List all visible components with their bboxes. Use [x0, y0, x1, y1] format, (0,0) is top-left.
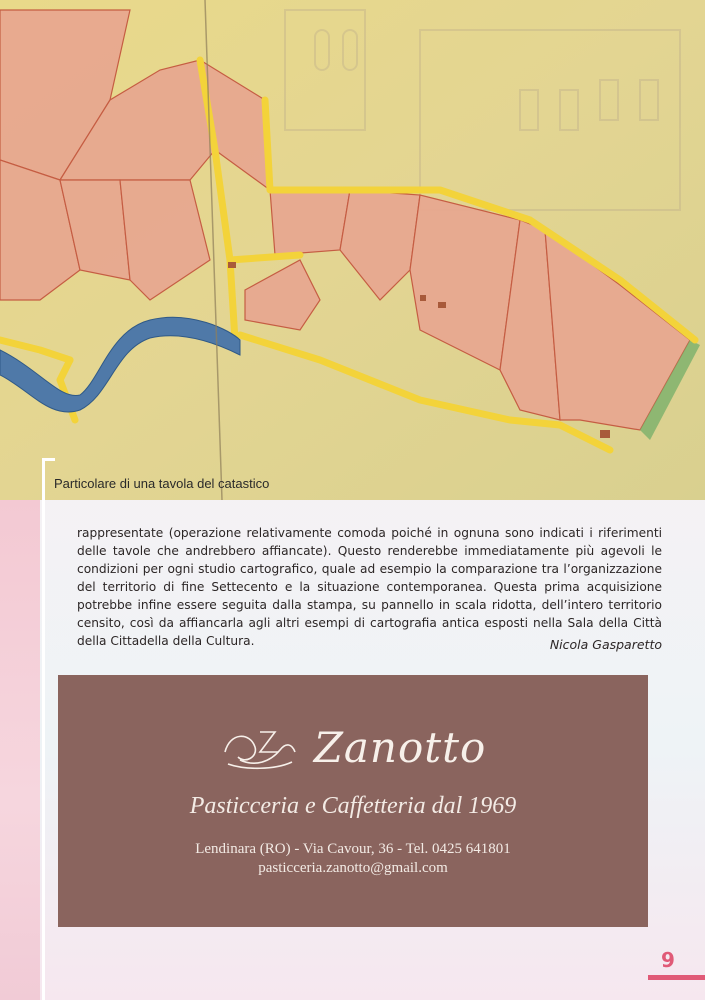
image-caption: Particolare di una tavola del catastico	[54, 476, 270, 491]
advertisement-zanotto	[58, 675, 648, 927]
article-author: Nicola Gasparetto	[549, 637, 662, 652]
page-number-bar	[648, 975, 705, 980]
ad-brand-name: Zanotto	[313, 722, 487, 772]
monogram-icon	[220, 722, 300, 772]
ad-tagline: Pasticceria e Caffetteria dal 1969	[189, 793, 517, 819]
ad-logo	[58, 717, 648, 777]
caption-rule	[42, 500, 45, 1000]
left-decorative-bar	[0, 500, 40, 1000]
page-number: 9	[661, 948, 675, 972]
article-body-text: rappresentate (operazione relativamente comoda poiché in ognuna sono indicati i riferimenti delle tavole che andrebbero affiancate). Questo renderebbe immediatamente più agevoli le condizioni per ogni studio cartografico, quale ad esempio la comparazione tra l’organizzazione del territorio di fine Settecento e la situazione contemporanea. Questa prima acquisizione potrebbe infine essere seguita dalla stampa, su pannello in scala ridotta, dell’intero territorio censito, così da affiancarla agli altri esempi di cartografia antica esposti nella Sala della Città della Cittadella della Cultura.	[77, 526, 662, 648]
ad-email[interactable]: pasticceria.zanotto@gmail.com	[258, 860, 448, 876]
ad-address: Lendinara (RO) - Via Cavour, 36 - Tel. 0425 641801	[195, 841, 511, 857]
